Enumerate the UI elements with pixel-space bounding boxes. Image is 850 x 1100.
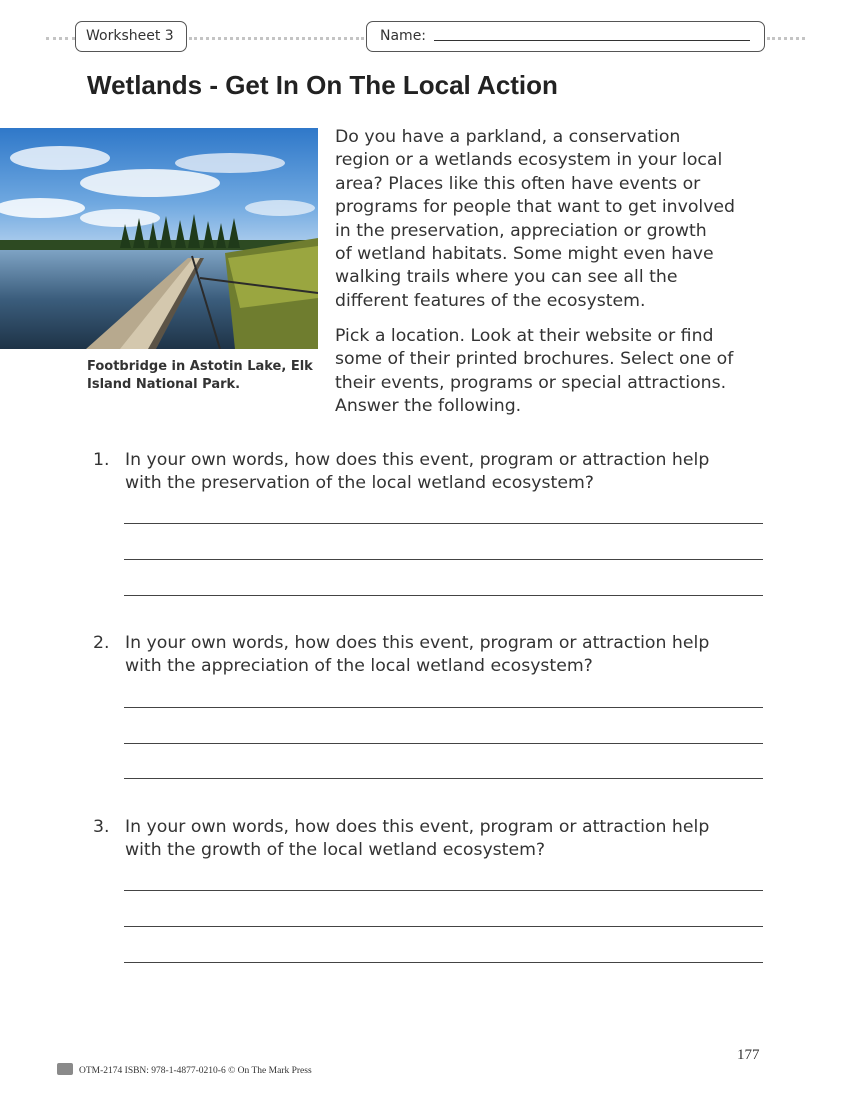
question-text-line: with the growth of the local wetland ecosystem? <box>125 840 546 861</box>
intro-text-line: region or a wetlands ecosystem in your local <box>335 150 723 171</box>
question-text-line: with the preservation of the local wetland ecosystem? <box>125 473 594 494</box>
footer <box>57 1063 312 1076</box>
answer-line[interactable] <box>124 559 763 560</box>
answer-line[interactable] <box>124 743 763 744</box>
name-write-line[interactable] <box>434 40 750 41</box>
publisher-logo-icon <box>57 1063 73 1075</box>
intro-text-line: their events, programs or special attractions. <box>335 372 727 393</box>
intro-text-line: in the preservation, appreciation or growth <box>335 220 707 241</box>
question-number: 2. <box>93 633 110 653</box>
answer-line[interactable] <box>124 707 763 708</box>
page-number: 177 <box>737 1047 760 1063</box>
intro-text-line: of wetland habitats. Some might even have <box>335 244 714 265</box>
question-number: 1. <box>93 450 110 470</box>
intro-paragraph-2 <box>335 325 775 419</box>
answer-line[interactable] <box>124 962 763 963</box>
answer-line[interactable] <box>124 926 763 927</box>
header-dotted-rule-middle <box>189 37 364 40</box>
question-text-line: with the appreciation of the local wetland ecosystem? <box>125 656 593 677</box>
intro-text-line: area? Places like this often have events or <box>335 173 701 194</box>
intro-text-line: Do you have a parkland, a conservation <box>335 127 681 147</box>
answer-line[interactable] <box>124 778 763 779</box>
answer-line[interactable] <box>124 523 763 524</box>
question-text-line: In your own words, how does this event, program or attraction help <box>125 450 710 470</box>
name-tab <box>366 21 765 52</box>
intro-text-line: Answer the following. <box>335 396 522 417</box>
worksheet-tab <box>75 21 187 52</box>
answer-line[interactable] <box>124 890 763 891</box>
intro-text-line: Pick a location. Look at their website or find <box>335 326 714 346</box>
landscape-photo-icon <box>0 128 318 349</box>
intro-text-line: walking trails where you can see all the <box>335 267 678 288</box>
question-text-line: In your own words, how does this event, program or attraction help <box>125 817 710 837</box>
photo-caption: Footbridge in Astotin Lake, Elk Island National Park. <box>87 359 313 392</box>
header-dotted-rule-right <box>767 37 805 40</box>
question-text-line: In your own words, how does this event, program or attraction help <box>125 633 710 653</box>
intro-text-line: some of their printed brochures. Select one of <box>335 349 734 370</box>
question-number: 3. <box>93 817 110 837</box>
name-label: Name: <box>380 28 427 44</box>
worksheet-title: Wetlands - Get In On The Local Action <box>87 70 558 100</box>
intro-paragraph-1 <box>335 126 775 313</box>
answer-line[interactable] <box>124 595 763 596</box>
intro-text-line: different features of the ecosystem. <box>335 290 646 311</box>
intro-text-line: programs for people that want to get involved <box>335 197 736 218</box>
header-dotted-rule-left <box>46 37 75 40</box>
worksheet-label: Worksheet 3 <box>86 28 174 44</box>
publisher-text: OTM-2174 ISBN: 978-1-4877-0210-6 © On The Mark Press <box>79 1066 312 1076</box>
